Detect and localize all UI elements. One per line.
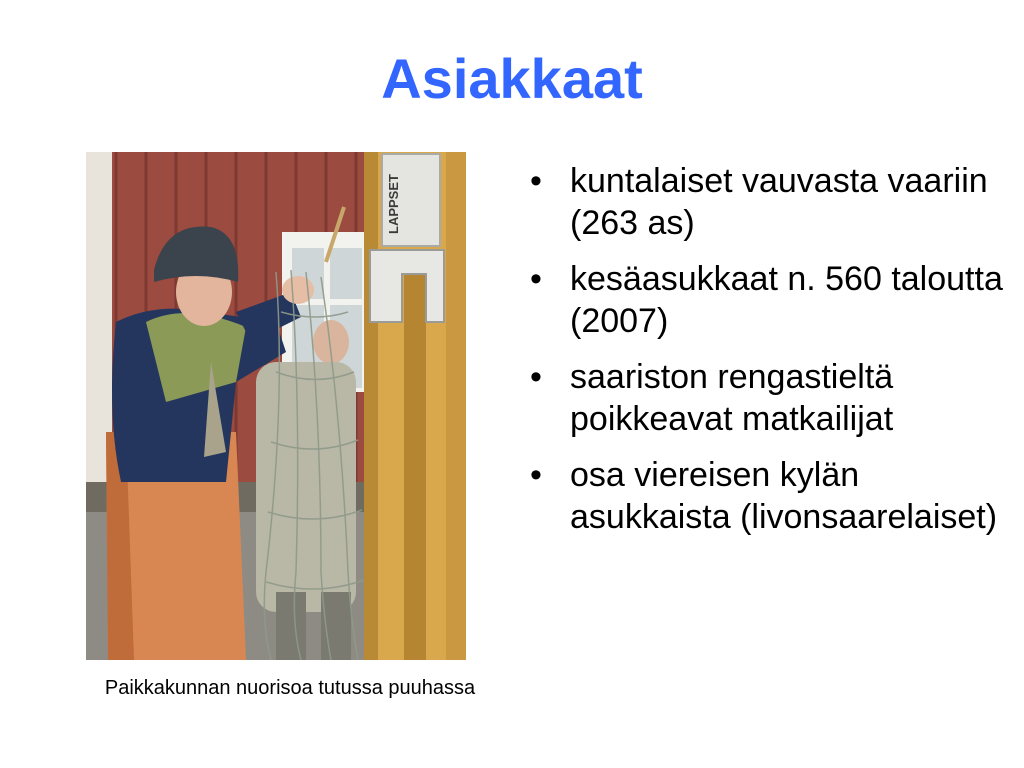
lappset-sign-text: LAPPSET bbox=[386, 174, 401, 234]
bullet-list bbox=[530, 160, 1010, 552]
list-item bbox=[530, 258, 1010, 342]
photo-caption: Paikkakunnan nuorisoa tutussa puuhassa bbox=[104, 677, 476, 699]
list-item bbox=[530, 356, 1010, 440]
bullet-marker: • bbox=[530, 162, 542, 200]
bullet-text: kesäasukkaat n. 560 taloutta (2007) bbox=[570, 260, 1003, 340]
slide-title: Asiakkaat bbox=[381, 47, 643, 110]
bullet-text: kuntalaiset vauvasta vaariin (263 as) bbox=[570, 162, 988, 242]
list-item bbox=[530, 454, 1010, 538]
bullet-marker: • bbox=[530, 260, 542, 298]
slide-photo bbox=[86, 152, 466, 660]
bullet-marker: • bbox=[530, 358, 542, 396]
bullet-text: osa viereisen kylän asukkaista (livonsaarelaiset) bbox=[570, 456, 998, 536]
list-item bbox=[530, 160, 1010, 244]
bullet-text: saariston rengastieltä poikkeavat matkailijat bbox=[570, 358, 894, 438]
bullet-marker: • bbox=[530, 456, 542, 494]
